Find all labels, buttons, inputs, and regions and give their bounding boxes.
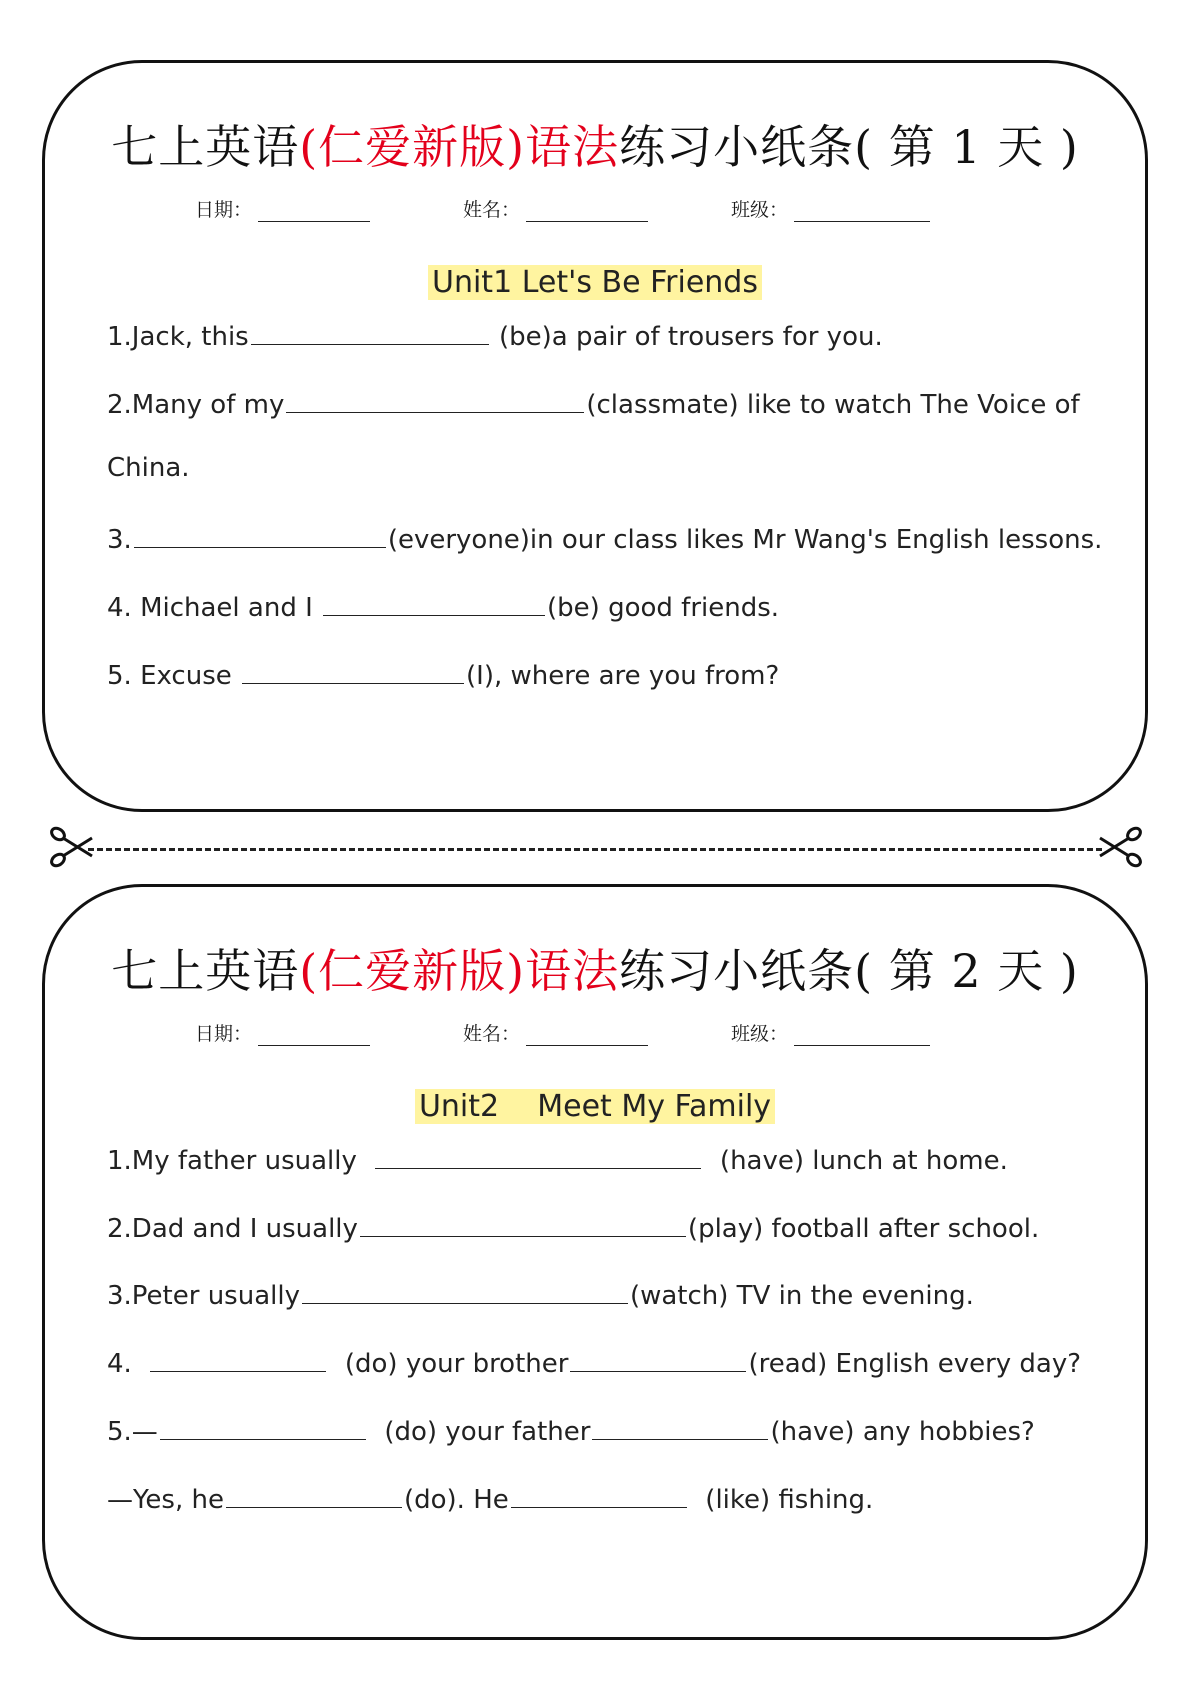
question-5-answer: —Yes, he (do). He (like) fishing. (107, 1481, 1105, 1515)
answer-blank[interactable] (302, 1277, 628, 1304)
worksheet-card-day1 (42, 60, 1148, 812)
question-2-continued: China. (107, 453, 190, 483)
name-input-line[interactable] (526, 199, 648, 222)
answer-blank[interactable] (286, 386, 584, 413)
date-field: 日期： (195, 1019, 370, 1046)
question-5: 5.— (do) your father (have) any hobbies? (107, 1413, 1105, 1447)
answer-blank[interactable] (134, 521, 386, 548)
name-field: 姓名： (463, 1019, 648, 1046)
answer-blank[interactable] (323, 589, 545, 616)
class-field: 班级： (731, 195, 930, 222)
answer-blank[interactable] (360, 1210, 686, 1237)
question-3: 3. (everyone)in our class likes Mr Wang's English lessons. (107, 521, 1105, 555)
question-2: 2.Dad and I usually (play) football after school. (107, 1210, 1105, 1244)
card-title: 七上英语(仁爱新版)语法练习小纸条( 第 1 天 ) (111, 120, 1079, 174)
question-4: 4. Michael and I (be) good friends. (107, 589, 1105, 623)
info-row (45, 195, 1145, 225)
scissors-icon (48, 822, 98, 872)
date-input-line[interactable] (258, 1023, 370, 1046)
info-row (45, 1019, 1145, 1049)
answer-blank[interactable] (251, 318, 489, 345)
class-input-line[interactable] (794, 1023, 930, 1046)
question-1: 1.My father usually (have) lunch at home. (107, 1142, 1105, 1176)
cut-dashed-line (88, 848, 1102, 851)
answer-blank[interactable] (226, 1481, 402, 1508)
answer-blank[interactable] (150, 1345, 326, 1372)
date-field: 日期： (195, 195, 370, 222)
answer-blank[interactable] (592, 1413, 768, 1440)
class-input-line[interactable] (794, 199, 930, 222)
answer-blank[interactable] (242, 657, 464, 684)
question-1: 1.Jack, this (be)a pair of trousers for you. (107, 318, 1105, 352)
unit-heading: Unit1 Let's Be Friends (45, 265, 1145, 300)
unit-heading: Unit2 Meet My Family (45, 1089, 1145, 1124)
name-field: 姓名： (463, 195, 648, 222)
question-5: 5. Excuse (I), where are you from? (107, 657, 1105, 691)
name-input-line[interactable] (526, 1023, 648, 1046)
scissors-icon (1094, 822, 1144, 872)
answer-blank[interactable] (511, 1481, 687, 1508)
worksheet-card-day2 (42, 884, 1148, 1640)
answer-blank[interactable] (160, 1413, 366, 1440)
answer-blank[interactable] (570, 1345, 746, 1372)
question-2: 2.Many of my (classmate) like to watch The Voice of (107, 386, 1105, 420)
question-3: 3.Peter usually (watch) TV in the evening. (107, 1277, 1105, 1311)
date-input-line[interactable] (258, 199, 370, 222)
card-title: 七上英语(仁爱新版)语法练习小纸条( 第 2 天 ) (111, 944, 1079, 998)
answer-blank[interactable] (375, 1142, 701, 1169)
question-4: 4. (do) your brother (read) English every day? (107, 1345, 1105, 1379)
class-field: 班级： (731, 1019, 930, 1046)
